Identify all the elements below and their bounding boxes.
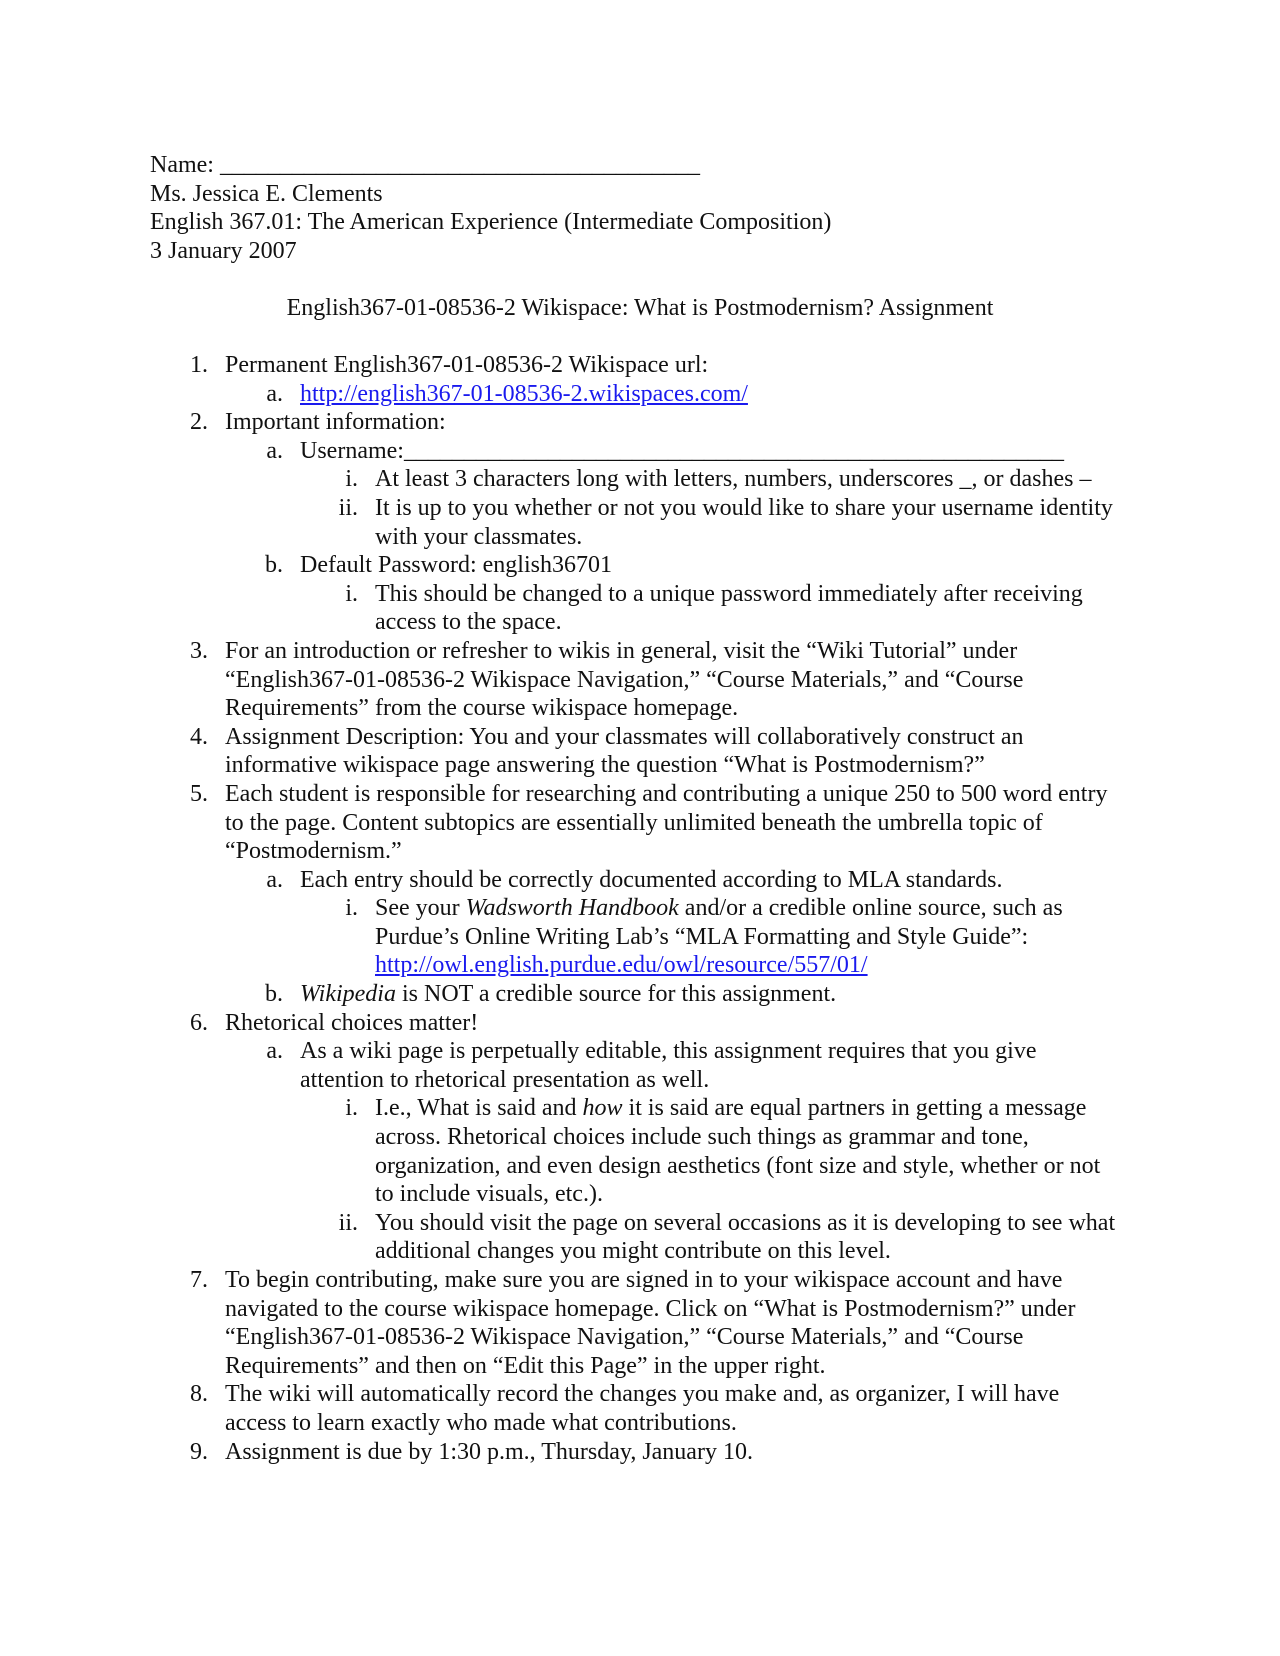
list-marker: 8. bbox=[190, 1381, 208, 1408]
course-title: English 367.01: The American Experience (Intermediate Composition) bbox=[150, 209, 832, 236]
list-item-2a bbox=[0, 437, 1120, 466]
wikispace-url-link[interactable]: http://english367-01-08536-2.wikispaces.com/ bbox=[300, 380, 748, 407]
wikipedia-name: Wikipedia bbox=[300, 981, 396, 1008]
instructor-name: Ms. Jessica E. Clements bbox=[150, 180, 383, 207]
list-item-text-post: and/or a credible online source, such as Purdue’s Online Writing Lab’s “MLA Formatting and Style Guide”: bbox=[375, 895, 1063, 950]
assignment-list bbox=[0, 351, 1280, 1466]
list-item-2 bbox=[0, 408, 1115, 437]
list-item-text: Assignment Description: You and your classmates will collaboratively construct an informative wikispace page answering the question “What is Postmodernism?” bbox=[225, 723, 1024, 779]
list-item-text: Each entry should be correctly documented according to MLA standards. bbox=[300, 866, 1003, 893]
list-marker: 9. bbox=[190, 1438, 208, 1465]
list-item-1a bbox=[0, 380, 1120, 409]
list-item-7 bbox=[0, 1266, 1115, 1380]
list-item-6 bbox=[0, 1009, 1115, 1038]
header-block bbox=[150, 151, 1150, 265]
handbook-title: Wadsworth Handbook bbox=[465, 895, 679, 922]
list-marker: i. bbox=[345, 466, 358, 493]
list-item-text: This should be changed to a unique password immediately after receiving access to the space. bbox=[375, 580, 1083, 636]
list-item-2a-i bbox=[0, 465, 1120, 494]
list-marker: 3. bbox=[190, 637, 208, 664]
list-item-6a bbox=[0, 1037, 1120, 1094]
list-item-5a-i bbox=[0, 894, 1120, 980]
list-marker: i. bbox=[345, 1095, 358, 1122]
list-item-2b-i bbox=[0, 580, 1120, 637]
list-item-text: At least 3 characters long with letters, numbers, underscores _, or dashes – bbox=[375, 466, 1092, 493]
list-item-5a bbox=[0, 866, 1120, 895]
list-marker: 6. bbox=[190, 1009, 208, 1036]
list-item-text: It is up to you whether or not you would like to share your username identity with your classmates. bbox=[375, 494, 1113, 550]
list-item-2a-ii bbox=[0, 494, 1120, 551]
list-item-6a-i bbox=[0, 1094, 1120, 1208]
list-marker: 4. bbox=[190, 723, 208, 750]
assignment-title: English367-01-08536-2 Wikispace: What is Postmodernism? Assignment bbox=[286, 295, 994, 321]
list-item-text: Important information: bbox=[225, 409, 446, 436]
list-item-1 bbox=[0, 351, 1115, 380]
list-item-text: You should visit the page on several occasions as it is developing to see what additional changes you might contribute on this level. bbox=[375, 1209, 1116, 1265]
list-marker: 5. bbox=[190, 780, 208, 807]
list-item-8 bbox=[0, 1380, 1115, 1437]
username-field: Username:_______________________________________________________ bbox=[300, 437, 1064, 464]
list-marker: ii. bbox=[338, 1209, 358, 1236]
list-item-text: Each student is responsible for researching and contributing a unique 250 to 500 word entry to the page. Content subtopics are essentially unlimited beneath the umbrella topic of “Postmodernism.” bbox=[225, 780, 1108, 865]
list-marker: ii. bbox=[338, 494, 358, 521]
list-marker: a. bbox=[266, 1038, 283, 1065]
list-item-5b bbox=[0, 980, 1120, 1009]
list-item-text-pre: I.e., What is said and bbox=[375, 1095, 583, 1122]
list-item-text: As a wiki page is perpetually editable, this assignment requires that you give attention to rhetorical presentation as well. bbox=[300, 1038, 1037, 1093]
default-password-text: Default Password: english36701 bbox=[300, 552, 612, 579]
list-marker: a. bbox=[266, 437, 283, 464]
list-item-6a-ii bbox=[0, 1209, 1120, 1266]
list-marker: 7. bbox=[190, 1267, 208, 1293]
list-item-2b bbox=[0, 551, 1120, 580]
emphasis-how: how bbox=[582, 1095, 623, 1122]
list-marker: i. bbox=[345, 895, 358, 922]
list-marker: a. bbox=[266, 866, 283, 893]
purdue-owl-link[interactable]: http://owl.english.purdue.edu/owl/resource/557/01/ bbox=[375, 952, 868, 979]
list-item-text: is NOT a credible source for this assignment. bbox=[395, 981, 837, 1008]
list-item-text: The wiki will automatically record the changes you make and, as organizer, I will have access to learn exactly who made what contributions. bbox=[225, 1381, 1060, 1436]
list-item-text: Rhetorical choices matter! bbox=[225, 1009, 479, 1036]
list-item-5 bbox=[0, 780, 1115, 866]
list-item-text: Assignment is due by 1:30 p.m., Thursday, January 10. bbox=[225, 1438, 753, 1465]
list-item-text: Permanent English367-01-08536-2 Wikispace url: bbox=[225, 352, 709, 378]
list-marker: 2. bbox=[190, 409, 208, 436]
document-date: 3 January 2007 bbox=[150, 237, 297, 264]
name-line: Name: ________________________________________ bbox=[150, 152, 700, 178]
list-marker: i. bbox=[345, 580, 358, 607]
list-item-text: To begin contributing, make sure you are signed in to your wikispace account and have navigated to the course wikispace homepage. Click on “What is Postmodernism?” under “English367-01-08536-2 Wikispace Navigation,” “Course Materials,” and “Course Requirements” and then on “Edit this Page” in the upper right. bbox=[225, 1267, 1076, 1379]
list-item-text-pre: See your bbox=[375, 895, 466, 922]
list-item-text: For an introduction or refresher to wikis in general, visit the “Wiki Tutorial” under “English367-01-08536-2 Wikispace Navigation,” “Course Materials,” and “Course Requirements” from the course wikispace homepage. bbox=[225, 637, 1024, 722]
list-marker: a. bbox=[266, 380, 283, 407]
list-marker: b. bbox=[265, 981, 283, 1008]
list-item-3 bbox=[0, 637, 1115, 723]
list-marker: b. bbox=[265, 552, 283, 579]
list-marker: 1. bbox=[190, 352, 208, 378]
list-item-9 bbox=[0, 1438, 1115, 1467]
list-item-text-post: it is said are equal partners in getting a message across. Rhetorical choices include such things as grammar and tone, organization, and even design aesthetics (font size and style, whether or not to include visuals, etc.). bbox=[375, 1095, 1101, 1208]
list-item-4 bbox=[0, 723, 1115, 780]
